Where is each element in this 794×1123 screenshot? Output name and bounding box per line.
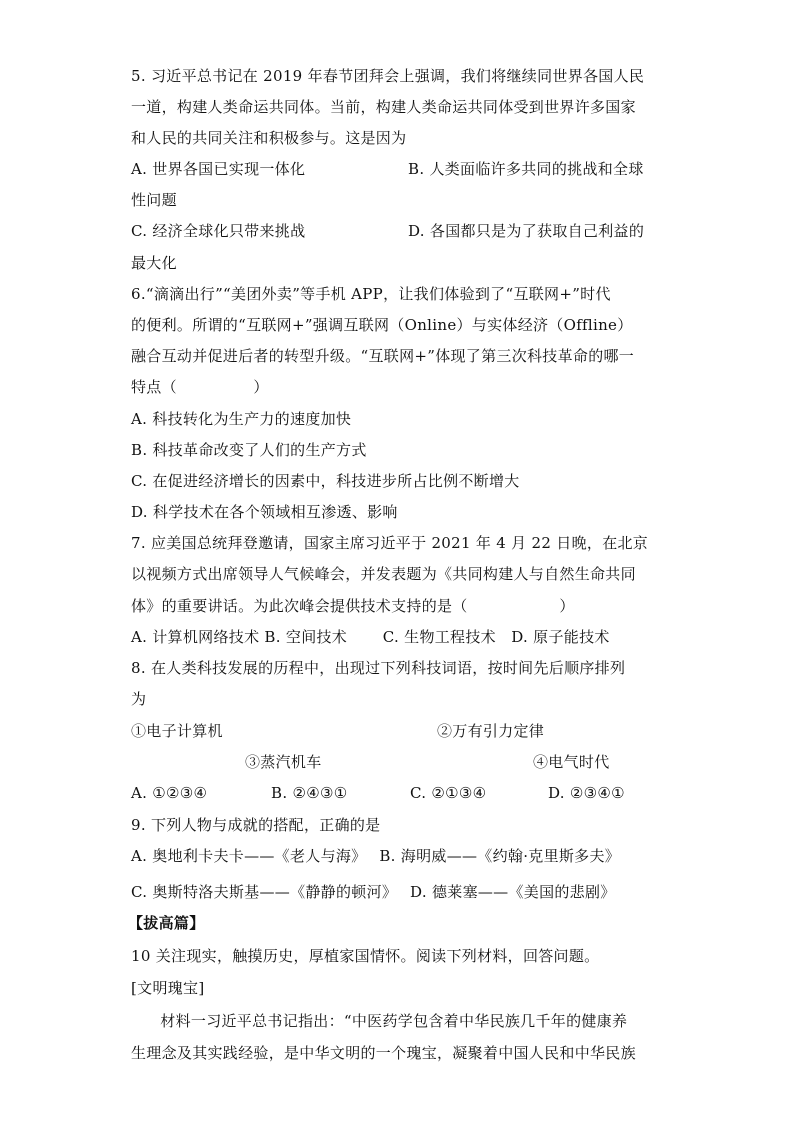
q6-option-c: C. 在促进经济增长的因素中，科技进步所占比例不断增大 <box>131 472 520 490</box>
q8-option-c: C. ②①③④ <box>410 784 487 802</box>
q5-stem-line-1: 5. 习近平总书记在 2019 年春节团拜会上强调，我们将继续同世界各国人民 <box>131 67 645 85</box>
q8-item-1: ①电子计算机 <box>131 722 223 740</box>
q7-stem-line-3: 体》的重要讲话。为此次峰会提供技术支持的是（ ） <box>131 597 575 615</box>
q5-option-a: A. 世界各国已实现一体化 <box>131 160 306 178</box>
q8-stem-line-2: 为 <box>131 690 147 708</box>
q6-option-b: B. 科技革命改变了人们的生产方式 <box>131 441 367 459</box>
q8-option-d: D. ②③④① <box>548 784 625 802</box>
q5-option-d: D. 各国都只是为了获取自己利益的 <box>408 222 645 240</box>
q10-topic-tag: [文明瑰宝] <box>131 979 205 997</box>
q5-stem-line-3: 和人民的共同关注和积极参与。这是因为 <box>131 129 407 147</box>
q6-stem-line-4: 特点（ ） <box>131 378 269 396</box>
q8-option-a: A. ①②③④ <box>131 784 208 802</box>
q10-material-line-1: 材料一习近平总书记指出：“中医药学包含着中华民族几千年的健康养 <box>145 1012 628 1030</box>
q5-option-b: B. 人类面临许多共同的挑战和全球 <box>408 160 644 178</box>
q9-options-ab: A. 奥地利卡夫卡——《老人与海》 B. 海明威——《约翰·克里斯多夫》 <box>131 847 621 865</box>
q7-stem-line-2: 以视频方式出席领导人气候峰会，并发表题为《共同构建人与自然生命共同 <box>131 565 636 583</box>
q8-item-3: ③蒸汽机车 <box>245 753 322 771</box>
q6-option-a: A. 科技转化为生产力的速度加快 <box>131 410 352 428</box>
q5-stem-line-2: 一道，构建人类命运共同体。当前，构建人类命运共同体受到世界许多国家 <box>131 98 636 116</box>
q8-item-2: ②万有引力定律 <box>437 722 545 740</box>
q10-material-line-2: 生理念及其实践经验，是中华文明的一个瑰宝，凝聚着中国人民和中华民族 <box>131 1044 636 1062</box>
q10-stem: 10 关注现实，触摸历史，厚植家国情怀。阅读下列材料，回答问题。 <box>131 947 600 965</box>
q7-stem-line-1: 7. 应美国总统拜登邀请，国家主席习近平于 2021 年 4 月 22 日晚，在北京 <box>131 534 649 552</box>
q7-options: A. 计算机网络技术 B. 空间技术 C. 生物工程技术 D. 原子能技术 <box>131 628 610 646</box>
q5-option-d-cont: 最大化 <box>131 254 177 272</box>
q6-stem-line-1: 6.“滴滴出行”“美团外卖”等手机 APP，让我们体验到了“互联网+”时代 <box>131 285 611 303</box>
q8-stem-line-1: 8. 在人类科技发展的历程中，出现过下列科技词语，按时间先后顺序排列 <box>131 659 626 677</box>
q9-stem: 9. 下列人物与成就的搭配，正确的是 <box>131 816 381 834</box>
q5-option-b-cont: 性问题 <box>131 191 177 209</box>
section-heading: 【拔高篇】 <box>128 914 205 932</box>
q6-option-d: D. 科学技术在各个领域相互渗透、影响 <box>131 503 398 521</box>
q8-option-b: B. ②④③① <box>271 784 348 802</box>
q6-stem-line-3: 融合互动并促进后者的转型升级。“互联网+”体现了第三次科技革命的哪一 <box>131 347 635 365</box>
q5-option-c: C. 经济全球化只带来挑战 <box>131 222 306 240</box>
q6-stem-line-2: 的便利。所谓的“互联网+”强调互联网（Online）与实体经济（Offline） <box>131 316 633 334</box>
q8-item-4: ④电气时代 <box>533 753 610 771</box>
q9-options-cd: C. 奥斯特洛夫斯基——《静静的顿河》 D. 德莱塞——《美国的悲剧》 <box>131 883 616 901</box>
